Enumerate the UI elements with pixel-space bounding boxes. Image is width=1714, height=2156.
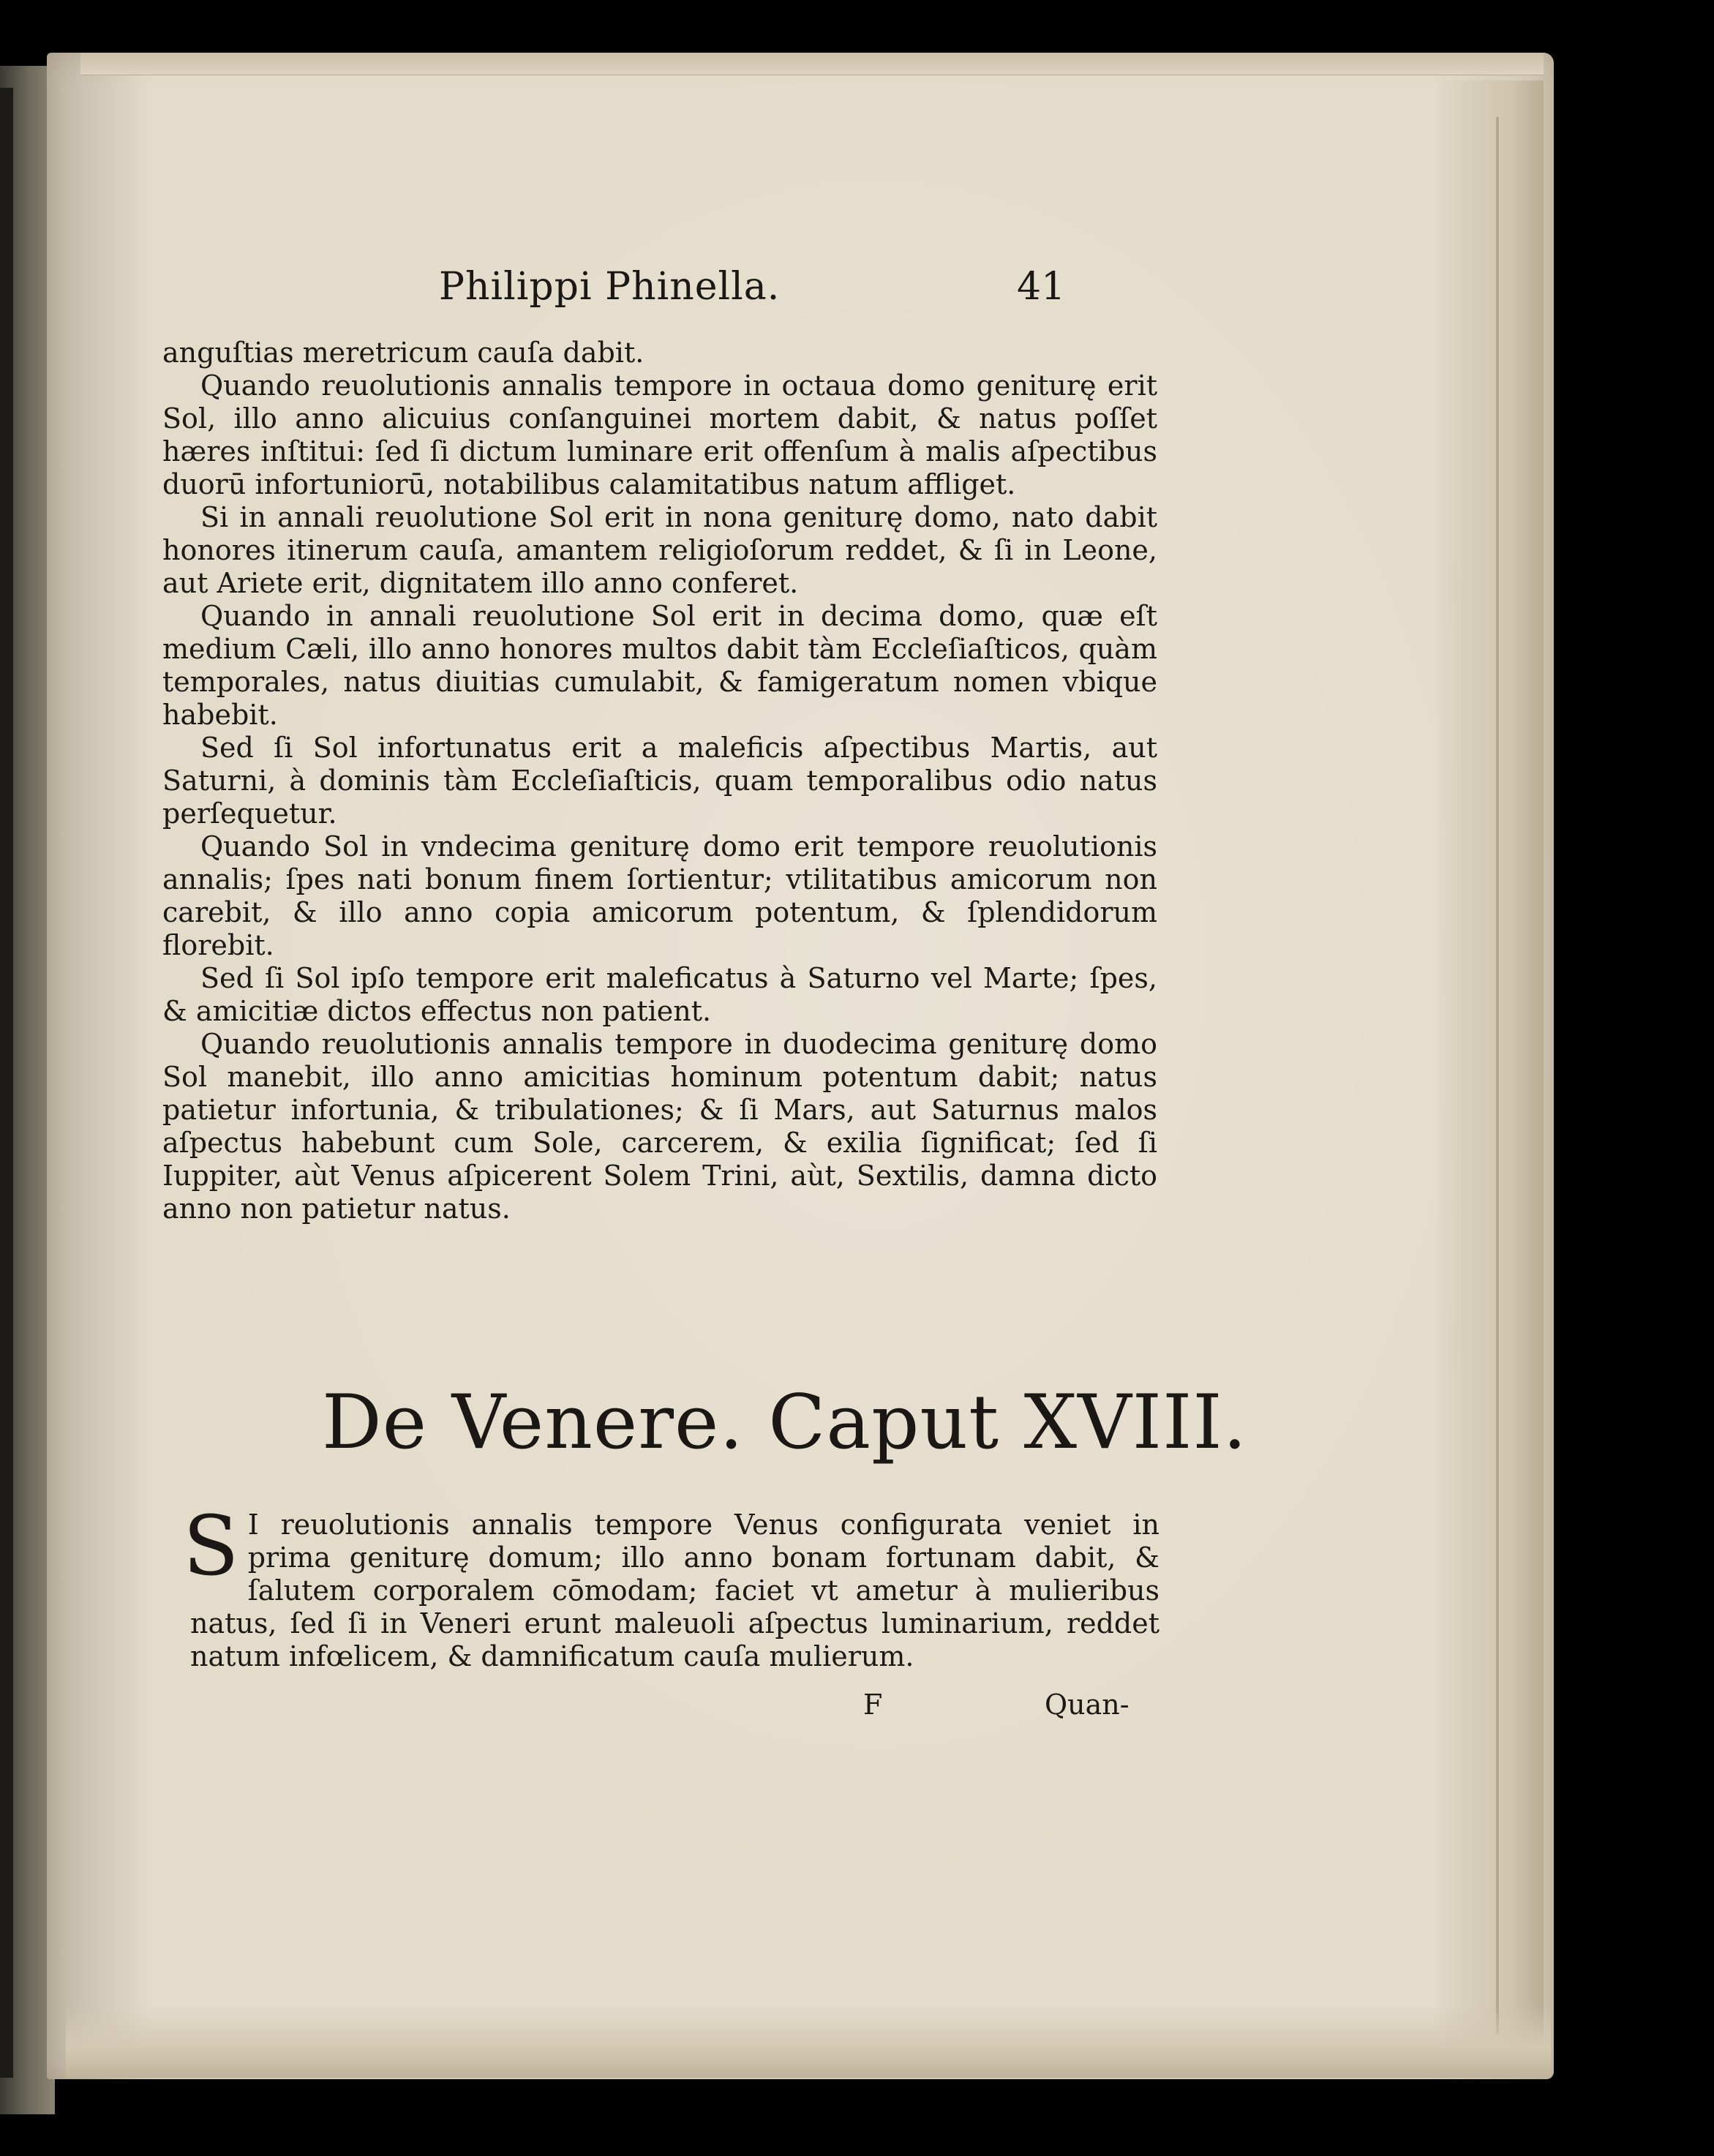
catchword: Quan- bbox=[1045, 1689, 1129, 1721]
paragraph: Sed ſi Sol infortunatus erit a maleficis aſpectibus Martis, aut Saturni, à dominis tàm Eccleſiaſticis, quam temporalibus odio natus perſequetur. bbox=[162, 732, 1157, 830]
paragraph: Sed ſi Sol ipſo tempore erit maleficatus à Saturno vel Marte; ſpes, & amicitiæ dictos effectus non patient. bbox=[162, 962, 1157, 1027]
paragraph: anguſtias meretricum cauſa dabit. bbox=[162, 337, 644, 369]
page-bottom-edge bbox=[66, 2005, 1551, 2078]
paragraph: Quando Sol in vndecima geniturę domo erit tempore reuolutionis annalis; ſpes nati bonum finem ſortientur; vtilitatibus amicorum non carebit, & illo anno copia amicorum potentum, & ſplendidorum florebit. bbox=[162, 830, 1157, 961]
book-spine bbox=[0, 88, 13, 2078]
page-fold-line bbox=[1496, 117, 1499, 2034]
chapter-heading: De Venere. Caput XVIII. bbox=[322, 1379, 1248, 1466]
page-top-edge bbox=[80, 53, 1544, 75]
drop-cap: S bbox=[183, 1499, 239, 1594]
paragraph: Quando reuolutionis annalis tempore in octaua domo geniturę erit Sol, illo anno alicuius conſanguinei mortem dabit, & natus poſſet hæres inſtitui: ſed ſi dictum luminare erit offenſum à malis aſpectibus duorū infortuniorū, notabilibus calamitatibus natum affliget. bbox=[162, 369, 1157, 500]
chapter-first-paragraph bbox=[183, 1499, 1159, 1673]
paragraph: Si in annali reuolutione Sol erit in nona geniturę domo, nato dabit honores itinerum cauſa, amantem religioſorum reddet, & ſi in Leone, aut Ariete erit, dignitatem illo anno conferet. bbox=[162, 501, 1157, 599]
paragraph: Quando in annali reuolutione Sol erit in decima domo, quæ eſt medium Cæli, illo anno honores multos dabit tàm Eccleſiaſticos, quàm temporales, natus diuitias cumulabit, & famigeratum nomen vbique habebit. bbox=[162, 600, 1157, 731]
page-right-edge bbox=[1434, 80, 1544, 2056]
chapter-text: I reuolutionis annalis tempore Venus configurata veniet in prima geniturę domum; illo anno bonam fortunam dabit, & ſalutem corporalem cōmodam; faciet vt ametur à mulieribus natus, ſed ſi in Veneri erunt maleuoli aſpectus luminarium, reddet natum infœlicem, & damnificatum cauſa mulierum. bbox=[190, 1509, 1159, 1672]
signature-mark: F bbox=[863, 1689, 883, 1721]
paragraph: Quando reuolutionis annalis tempore in duodecima geniturę domo Sol manebit, illo anno amicitias hominum potentum dabit; natus patietur infortunia, & tribulationes; & ſi Mars, aut Saturnus malos aſpectus habebunt cum Sole, carcerem, & exilia ſignificat; ſed ſi Iuppiter, aùt Venus aſpicerent Solem Trini, aùt, Sextilis, damna dicto anno non patietur natus. bbox=[162, 1028, 1157, 1225]
main-text bbox=[162, 337, 1157, 1225]
running-head: Philippi Phinella. bbox=[439, 265, 781, 309]
page-number: 41 bbox=[1017, 265, 1066, 309]
